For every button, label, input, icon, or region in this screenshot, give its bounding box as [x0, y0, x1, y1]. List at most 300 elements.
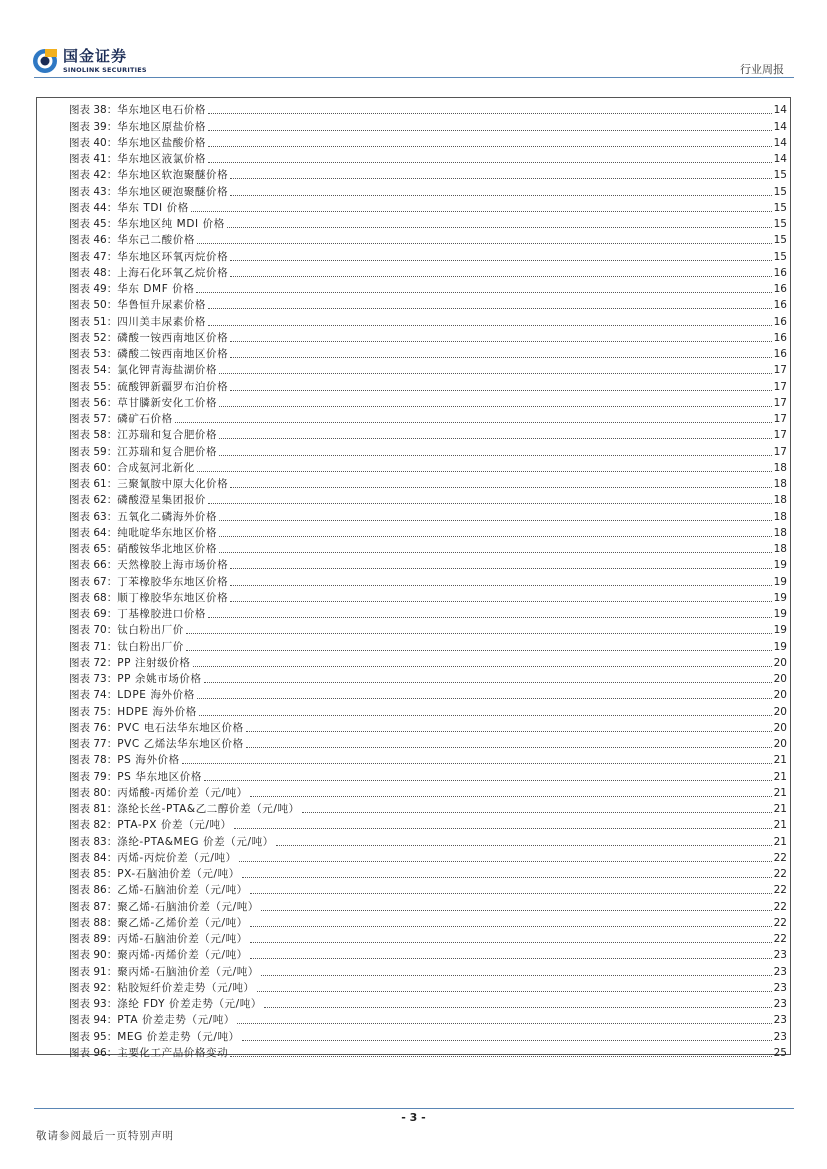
toc-entry[interactable] [69, 102, 787, 118]
toc-entry-title: 丙烯-石脑油价差（元/吨） [117, 933, 248, 945]
toc-entry-page: 16 [773, 348, 787, 360]
header-divider [34, 77, 794, 78]
toc-entry[interactable] [69, 671, 787, 687]
toc-dot-leader [193, 666, 772, 667]
toc-entry-number: 69 [93, 608, 107, 620]
toc-entry-title: 硝酸铵华北地区价格 [117, 543, 218, 555]
toc-entry[interactable] [69, 167, 787, 183]
toc-entry-label: 图表 47： [69, 250, 118, 263]
toc-entry-title: 粘胶短纤价差走势（元/吨） [117, 981, 255, 994]
toc-entry-label: 图表 57： [69, 413, 118, 425]
toc-entry-page: 15 [773, 234, 787, 247]
toc-list [69, 102, 787, 1061]
toc-entry-page: 22 [773, 868, 787, 880]
toc-entry-number: 52 [93, 331, 107, 344]
toc-entry[interactable] [69, 248, 787, 264]
toc-entry[interactable] [69, 687, 787, 703]
toc-entry-page: 14 [773, 120, 787, 133]
toc-entry-number: 54 [93, 364, 107, 377]
toc-entry[interactable] [69, 866, 787, 882]
toc-entry[interactable] [69, 476, 787, 492]
toc-entry[interactable] [69, 460, 787, 476]
toc-entry-page: 15 [773, 201, 787, 214]
toc-dot-leader [250, 926, 772, 927]
toc-entry-number: 39 [93, 120, 107, 133]
toc-entry-page: 23 [773, 981, 787, 994]
toc-entry-label: 图表 54： [69, 364, 118, 377]
toc-entry-number: 83 [93, 835, 107, 848]
toc-entry[interactable] [69, 882, 787, 898]
toc-dot-leader [250, 958, 772, 959]
toc-dot-leader [239, 861, 772, 862]
toc-dot-leader [196, 292, 771, 293]
toc-dot-leader [208, 325, 772, 326]
toc-entry-title: 华鲁恒升尿素价格 [117, 299, 207, 312]
toc-entry-label: 图表 94： [69, 1014, 118, 1027]
toc-entry[interactable] [69, 557, 787, 573]
toc-entry[interactable] [69, 1012, 787, 1028]
toc-dot-leader [208, 113, 772, 114]
toc-entry-title: PTA 价差走势（元/吨） [117, 1014, 236, 1027]
toc-entry-label: 图表 62： [69, 494, 118, 507]
toc-entry[interactable] [69, 720, 787, 736]
toc-entry-label: 图表 77： [69, 738, 118, 750]
toc-entry[interactable] [69, 443, 787, 459]
toc-dot-leader [197, 698, 772, 699]
toc-entry-page: 22 [773, 900, 787, 913]
toc-entry-label: 图表 58： [69, 429, 118, 442]
toc-entry-number: 96 [93, 1046, 107, 1059]
toc-entry-page: 20 [773, 705, 787, 718]
toc-entry-title: 磷酸澄星集团报价 [117, 494, 207, 507]
toc-entry-page: 22 [773, 916, 787, 929]
toc-entry-label: 图表 74： [69, 689, 118, 702]
toc-entry-page: 20 [773, 721, 787, 734]
toc-entry[interactable] [69, 378, 787, 394]
toc-entry-number: 67 [93, 575, 107, 588]
toc-entry-label: 图表 70： [69, 624, 118, 637]
toc-entry-page: 17 [773, 413, 787, 425]
toc-entry-label: 图表 42： [69, 169, 118, 182]
toc-dot-leader [208, 146, 772, 147]
toc-entry[interactable] [69, 525, 787, 541]
toc-entry-title: 上海石化环氧乙烷价格 [117, 266, 229, 279]
toc-entry-page: 22 [773, 933, 787, 945]
toc-entry-title: 华东己二酸价格 [117, 234, 195, 247]
disclaimer-text: 敬请参阅最后一页特别声明 [36, 1130, 174, 1142]
toc-entry-title: PVC 电石法华东地区价格 [117, 721, 244, 734]
toc-entry-number: 60 [93, 461, 107, 474]
toc-dot-leader [230, 601, 771, 602]
toc-entry-title: 乙烯-石脑油价差（元/吨） [117, 884, 248, 897]
toc-entry[interactable] [69, 573, 787, 589]
toc-entry-title: 氯化钾青海盐湖价格 [117, 364, 218, 377]
toc-entry-number: 95 [93, 1030, 107, 1043]
toc-entry-page: 18 [773, 478, 787, 490]
toc-entry-label: 图表 82： [69, 819, 118, 832]
toc-entry-label: 图表 73： [69, 673, 118, 685]
toc-entry-label: 图表 46： [69, 234, 118, 247]
toc-dot-leader [208, 617, 772, 618]
toc-entry-label: 图表 63： [69, 510, 118, 523]
toc-entry[interactable] [69, 541, 787, 557]
toc-entry-number: 75 [93, 705, 107, 718]
toc-entry[interactable] [69, 183, 787, 199]
toc-entry-title: 丁基橡胶进口价格 [117, 608, 207, 620]
sinolink-logo-icon [32, 48, 58, 74]
toc-entry-title: 涤纶 FDY 价差走势（元/吨） [117, 998, 262, 1010]
toc-entry-title: 聚乙烯-石脑油价差（元/吨） [117, 900, 259, 913]
toc-entry-page: 20 [773, 656, 787, 669]
toc-dot-leader [230, 585, 771, 586]
toc-dot-leader [230, 390, 771, 391]
toc-entry-title: 华东 DMF 价格 [117, 283, 195, 295]
toc-entry-title: 华东 TDI 价格 [117, 201, 189, 214]
toc-entry-page: 15 [773, 185, 787, 198]
toc-entry-label: 图表 56： [69, 396, 118, 409]
toc-entry-title: 四川美丰尿素价格 [117, 315, 207, 328]
toc-entry-title: 聚丙烯-丙烯价差（元/吨） [117, 949, 248, 962]
toc-dot-leader [208, 503, 772, 504]
toc-dot-leader [227, 227, 772, 228]
toc-entry-label: 图表 85： [69, 868, 118, 880]
toc-entry-number: 56 [93, 396, 107, 409]
toc-entry-page: 23 [773, 1014, 787, 1027]
toc-entry[interactable] [69, 200, 787, 216]
toc-dot-leader [204, 780, 772, 781]
toc-entry[interactable] [69, 638, 787, 654]
toc-entry-page: 16 [773, 266, 787, 279]
toc-entry[interactable] [69, 931, 787, 947]
toc-dot-leader [175, 422, 772, 423]
toc-entry[interactable] [69, 362, 787, 378]
toc-entry[interactable] [69, 508, 787, 524]
toc-entry-label: 图表 87： [69, 900, 118, 913]
toc-entry-title: 涤纶长丝-PTA&乙二醇价差（元/吨） [117, 803, 300, 815]
toc-entry-title: 华东地区纯 MDI 价格 [117, 218, 225, 230]
toc-dot-leader [191, 211, 772, 212]
toc-entry-page: 17 [773, 445, 787, 458]
toc-entry-number: 88 [93, 916, 107, 929]
toc-entry-number: 58 [93, 429, 107, 442]
toc-entry[interactable] [69, 313, 787, 329]
toc-entry-page: 17 [773, 429, 787, 442]
toc-entry-title: 天然橡胶上海市场价格 [117, 559, 229, 572]
toc-dot-leader [250, 893, 772, 894]
toc-entry-number: 74 [93, 689, 107, 702]
toc-entry-page: 14 [773, 104, 787, 117]
toc-entry-number: 70 [93, 624, 107, 637]
toc-entry-title: PS 海外价格 [117, 754, 180, 767]
toc-entry-label: 图表 39： [69, 120, 118, 133]
toc-entry[interactable] [69, 736, 787, 752]
toc-dot-leader [204, 682, 772, 683]
toc-entry-label: 图表 38： [69, 104, 118, 117]
toc-entry-title: 纯吡啶华东地区价格 [117, 526, 218, 539]
table-of-figures [36, 97, 791, 1059]
toc-entry-number: 80 [93, 786, 107, 799]
toc-entry-title: PP 注射级价格 [117, 656, 191, 669]
toc-entry-page: 21 [773, 819, 787, 832]
toc-entry-page: 23 [773, 1030, 787, 1043]
toc-entry-label: 图表 80： [69, 786, 118, 799]
toc-dot-leader [186, 633, 772, 634]
toc-dot-leader [261, 975, 772, 976]
toc-entry-number: 63 [93, 510, 107, 523]
toc-entry-number: 59 [93, 445, 107, 458]
toc-dot-leader [250, 942, 772, 943]
toc-dot-leader [230, 357, 771, 358]
toc-entry-page: 17 [773, 364, 787, 377]
toc-entry-label: 图表 84： [69, 851, 118, 864]
report-type-label: 行业周报 [740, 63, 784, 76]
toc-entry-title: 合成氨河北新化 [117, 461, 195, 474]
toc-entry-label: 图表 78： [69, 754, 118, 767]
toc-entry-number: 57 [93, 413, 107, 425]
toc-entry[interactable] [69, 1028, 787, 1044]
toc-entry[interactable] [69, 1045, 787, 1061]
toc-entry[interactable] [69, 850, 787, 866]
toc-entry-page: 14 [773, 136, 787, 149]
toc-entry-number: 68 [93, 591, 107, 604]
toc-entry-label: 图表 64： [69, 526, 118, 539]
toc-dot-leader [276, 845, 772, 846]
toc-entry-number: 65 [93, 543, 107, 555]
toc-entry-number: 62 [93, 494, 107, 507]
toc-entry-page: 23 [773, 965, 787, 978]
toc-entry[interactable] [69, 980, 787, 996]
toc-entry-label: 图表 89： [69, 933, 118, 945]
toc-entry-page: 21 [773, 754, 787, 767]
toc-dot-leader [257, 991, 772, 992]
toc-entry-label: 图表 53： [69, 348, 118, 360]
toc-entry-label: 图表 43： [69, 185, 118, 198]
toc-entry-number: 78 [93, 754, 107, 767]
toc-entry[interactable] [69, 817, 787, 833]
toc-entry-number: 72 [93, 656, 107, 669]
toc-entry-label: 图表 90： [69, 949, 118, 962]
toc-entry-page: 25 [773, 1046, 787, 1059]
toc-entry-label: 图表 75： [69, 705, 118, 718]
toc-entry[interactable] [69, 216, 787, 232]
toc-entry[interactable] [69, 768, 787, 784]
toc-entry-page: 21 [773, 786, 787, 799]
toc-entry-page: 15 [773, 218, 787, 230]
toc-entry-label: 图表 67： [69, 575, 118, 588]
toc-entry-label: 图表 81： [69, 803, 118, 815]
toc-entry[interactable] [69, 346, 787, 362]
toc-entry-page: 18 [773, 543, 787, 555]
toc-entry[interactable] [69, 655, 787, 671]
toc-entry-page: 18 [773, 526, 787, 539]
toc-entry[interactable] [69, 606, 787, 622]
toc-entry-number: 61 [93, 478, 107, 490]
toc-entry-label: 图表 65： [69, 543, 118, 555]
toc-entry-number: 41 [93, 153, 107, 165]
toc-entry-title: 华东地区盐酸价格 [117, 136, 207, 149]
toc-entry-label: 图表 88： [69, 916, 118, 929]
toc-entry-title: 华东地区软泡聚醚价格 [117, 169, 229, 182]
toc-entry[interactable] [69, 785, 787, 801]
toc-entry-number: 51 [93, 315, 107, 328]
toc-entry[interactable] [69, 590, 787, 606]
toc-entry-number: 90 [93, 949, 107, 962]
toc-dot-leader [186, 650, 772, 651]
toc-entry-label: 图表 45： [69, 218, 118, 230]
toc-entry-page: 23 [773, 949, 787, 962]
toc-entry-page: 22 [773, 851, 787, 864]
toc-entry[interactable] [69, 963, 787, 979]
toc-entry-page: 14 [773, 153, 787, 165]
toc-dot-leader [208, 308, 772, 309]
toc-entry-title: PVC 乙烯法华东地区价格 [117, 738, 244, 750]
toc-entry-number: 50 [93, 299, 107, 312]
toc-dot-leader [219, 536, 772, 537]
toc-entry-label: 图表 66： [69, 559, 118, 572]
toc-dot-leader [199, 715, 772, 716]
toc-entry-number: 46 [93, 234, 107, 247]
toc-dot-leader [261, 910, 772, 911]
toc-entry[interactable] [69, 703, 787, 719]
toc-entry-label: 图表 68： [69, 591, 118, 604]
toc-entry-page: 17 [773, 380, 787, 393]
toc-entry-page: 19 [773, 591, 787, 604]
toc-entry[interactable] [69, 297, 787, 313]
toc-entry[interactable] [69, 265, 787, 281]
toc-dot-leader [246, 731, 772, 732]
toc-entry-label: 图表 51： [69, 315, 118, 328]
toc-entry-label: 图表 48： [69, 266, 118, 279]
toc-entry[interactable] [69, 947, 787, 963]
toc-entry-number: 79 [93, 770, 107, 783]
toc-entry-page: 15 [773, 169, 787, 182]
toc-entry-number: 42 [93, 169, 107, 182]
toc-entry-label: 图表 41： [69, 153, 118, 165]
toc-dot-leader [302, 812, 772, 813]
toc-entry[interactable] [69, 996, 787, 1012]
toc-entry[interactable] [69, 395, 787, 411]
toc-entry-label: 图表 71： [69, 640, 118, 653]
toc-entry[interactable] [69, 151, 787, 167]
toc-entry[interactable] [69, 833, 787, 849]
toc-entry-title: 华东地区硬泡聚醚价格 [117, 185, 229, 198]
toc-entry[interactable] [69, 232, 787, 248]
toc-entry-title: 草甘膦新安化工价格 [117, 396, 218, 409]
toc-entry[interactable] [69, 118, 787, 134]
toc-entry[interactable] [69, 898, 787, 914]
toc-dot-leader [230, 1056, 771, 1057]
toc-entry-number: 94 [93, 1014, 107, 1027]
toc-entry-page: 16 [773, 315, 787, 328]
toc-entry-number: 71 [93, 640, 107, 653]
toc-entry-number: 64 [93, 526, 107, 539]
toc-entry-label: 图表 93： [69, 998, 118, 1010]
toc-entry-label: 图表 61： [69, 478, 118, 490]
toc-entry-page: 18 [773, 461, 787, 474]
toc-entry[interactable] [69, 281, 787, 297]
toc-entry[interactable] [69, 915, 787, 931]
toc-entry[interactable] [69, 411, 787, 427]
toc-entry-title: 磷酸一铵西南地区价格 [117, 331, 229, 344]
toc-entry-page: 18 [773, 494, 787, 507]
toc-entry-page: 19 [773, 575, 787, 588]
sinolink-logo [32, 48, 156, 76]
toc-dot-leader [230, 568, 771, 569]
toc-entry-title: 顺丁橡胶华东地区价格 [117, 591, 229, 604]
toc-entry-title: HDPE 海外价格 [117, 705, 197, 718]
toc-entry-page: 19 [773, 608, 787, 620]
toc-dot-leader [242, 1040, 772, 1041]
toc-dot-leader [219, 438, 772, 439]
toc-entry-label: 图表 95： [69, 1030, 118, 1043]
toc-entry-number: 47 [93, 250, 107, 263]
page-header [0, 0, 827, 80]
toc-entry-label: 图表 44： [69, 201, 118, 214]
toc-entry-number: 82 [93, 819, 107, 832]
toc-dot-leader [246, 747, 772, 748]
toc-entry-number: 91 [93, 965, 107, 978]
toc-entry-label: 图表 86： [69, 884, 118, 897]
toc-entry-title: 硫酸钾新疆罗布泊价格 [117, 380, 229, 393]
toc-entry[interactable] [69, 330, 787, 346]
toc-entry-number: 73 [93, 673, 107, 685]
toc-dot-leader [230, 276, 771, 277]
toc-entry-page: 15 [773, 250, 787, 263]
toc-entry-page: 20 [773, 689, 787, 702]
toc-entry-title: MEG 价差走势（元/吨） [117, 1030, 240, 1043]
toc-entry-title: PP 余姚市场价格 [117, 673, 202, 685]
toc-entry-number: 87 [93, 900, 107, 913]
toc-dot-leader [264, 1007, 772, 1008]
footer-divider [34, 1108, 794, 1109]
toc-entry-number: 89 [93, 933, 107, 945]
toc-entry-page: 18 [773, 510, 787, 523]
toc-entry-title: 五氧化二磷海外价格 [117, 510, 218, 523]
toc-entry-label: 图表 60： [69, 461, 118, 474]
toc-entry-label: 图表 40： [69, 136, 118, 149]
toc-entry[interactable] [69, 622, 787, 638]
toc-dot-leader [237, 1023, 772, 1024]
toc-entry[interactable] [69, 135, 787, 151]
toc-entry-label: 图表 69： [69, 608, 118, 620]
toc-entry-title: 钛白粉出厂价 [117, 640, 184, 653]
toc-entry-title: 江苏瑞和复合肥价格 [117, 429, 218, 442]
toc-dot-leader [208, 130, 772, 131]
toc-dot-leader [197, 471, 772, 472]
toc-dot-leader [250, 796, 772, 797]
toc-entry[interactable] [69, 427, 787, 443]
toc-entry-page: 20 [773, 738, 787, 750]
toc-entry-number: 53 [93, 348, 107, 360]
toc-entry[interactable] [69, 752, 787, 768]
toc-entry-number: 55 [93, 380, 107, 393]
toc-entry-number: 45 [93, 218, 107, 230]
toc-entry-number: 84 [93, 851, 107, 864]
toc-dot-leader [208, 162, 772, 163]
toc-dot-leader [219, 552, 772, 553]
toc-entry-page: 23 [773, 998, 787, 1010]
toc-dot-leader [219, 373, 772, 374]
toc-entry-number: 43 [93, 185, 107, 198]
toc-entry-page: 21 [773, 770, 787, 783]
toc-entry-label: 图表 83： [69, 835, 118, 848]
toc-entry-title: 聚乙烯-乙烯价差（元/吨） [117, 916, 248, 929]
toc-entry-label: 图表 72： [69, 656, 118, 669]
toc-entry[interactable] [69, 492, 787, 508]
toc-entry-label: 图表 76： [69, 721, 118, 734]
toc-entry[interactable] [69, 801, 787, 817]
toc-dot-leader [230, 195, 771, 196]
